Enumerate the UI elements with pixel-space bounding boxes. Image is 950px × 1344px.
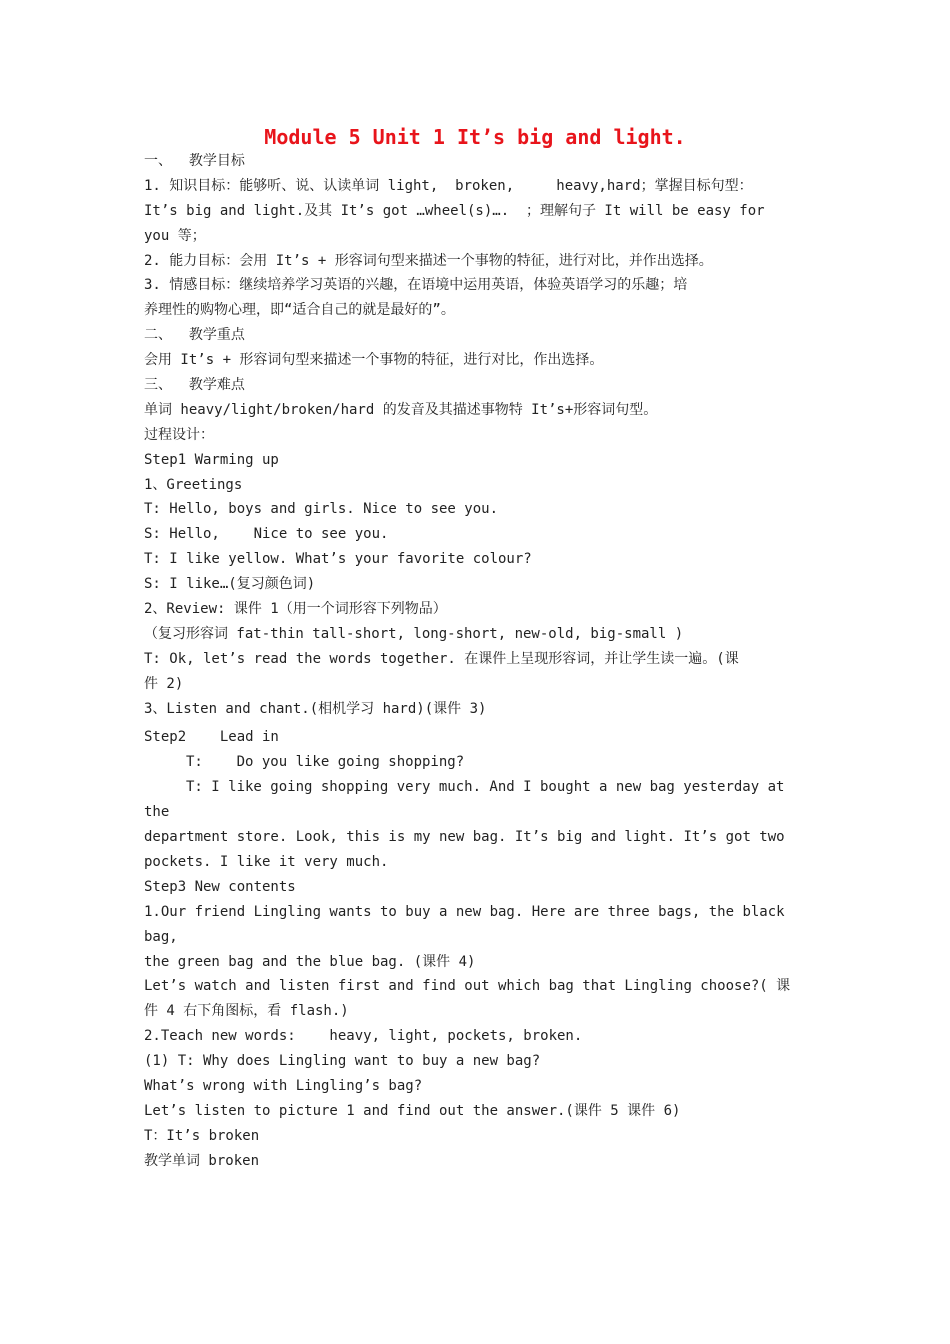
paragraph-line: 单词 heavy/light/broken/hard 的发音及其描述事物特 It’s+形容词句型。 xyxy=(144,401,658,418)
dialogue-line: S: Hello, Nice to see you. xyxy=(144,526,389,543)
paragraph-line: 2、Review: 课件 1（用一个词形容下列物品） xyxy=(144,601,447,618)
paragraph-line: department store. Look, this is my new bag. It’s big and light. It’s got two xyxy=(144,829,785,846)
paragraph-line: pockets. I like it very much. xyxy=(144,853,389,870)
paragraph-line: bag, xyxy=(144,928,178,945)
paragraph-line: （复习形容词 fat-thin tall-short, long-short, new-old, big-small ) xyxy=(144,625,684,642)
paragraph-line: 会用 It’s + 形容词句型来描述一个事物的特征，进行对比，作出选择。 xyxy=(144,352,604,369)
section-heading-key-points: 二、 教学重点 xyxy=(144,327,245,344)
dialogue-line: T：It’s broken xyxy=(144,1127,260,1144)
section-heading-objectives: 一、 教学目标 xyxy=(144,153,245,169)
dialogue-line: T: Do you like going shopping? xyxy=(186,754,465,771)
dialogue-line: (1) T: Why does Lingling want to buy a new bag? xyxy=(144,1053,541,1070)
paragraph-line: 1. 知识目标：能够听、说、认读单词 light, broken, heavy,hard；掌握目标句型： xyxy=(144,177,753,194)
paragraph-line: 教学单词 broken xyxy=(144,1152,260,1169)
dialogue-line: S: I like…(复习颜色词) xyxy=(144,576,316,593)
paragraph-line: 件 4 右下角图标，看 flash.) xyxy=(144,1003,349,1020)
paragraph-line: 2.Teach new words: heavy, light, pockets, broken. xyxy=(144,1028,583,1045)
dialogue-line: T: Ok, let’s read the words together. 在课件上呈现形容词，并让学生读一遍。(课 xyxy=(144,650,739,667)
step-heading: Step1 Warming up xyxy=(144,451,279,468)
paragraph-line: the green bag and the blue bag. (课件 4) xyxy=(144,953,476,970)
step-heading: Step2 Lead in xyxy=(144,729,279,746)
paragraph-line: Let’s watch and listen first and find out which bag that Lingling choose?( 课 xyxy=(144,978,791,995)
paragraph-line: It’s big and light.及其 It’s got …wheel(s)…. ；理解句子 It will be easy for xyxy=(144,202,765,219)
paragraph-line: What’s wrong with Lingling’s bag? xyxy=(144,1077,423,1094)
paragraph-line: 3. 情感目标：继续培养学习英语的兴趣，在语境中运用英语，体验英语学习的乐趣；培 xyxy=(144,277,688,294)
paragraph-line: 1.Our friend Lingling wants to buy a new bag. Here are three bags, the black xyxy=(144,903,785,920)
step-heading: Step3 New contents xyxy=(144,878,296,895)
dialogue-line: T: I like going shopping very much. And I bought a new bag yesterday at xyxy=(186,779,785,796)
paragraph-line: you 等； xyxy=(144,227,206,244)
document-title: Module 5 Unit 1 It’s big and light. xyxy=(264,125,686,149)
dialogue-line: T: Hello, boys and girls. Nice to see you. xyxy=(144,501,499,518)
paragraph-line: 1、Greetings xyxy=(144,476,243,493)
paragraph-line: 2. 能力目标：会用 It’s + 形容词句型来描述一个事物的特征，进行对比，并作出选择。 xyxy=(144,252,713,269)
paragraph-line: the xyxy=(144,804,170,821)
paragraph-line: 3、Listen and chant.(相机学习 hard)(课件 3) xyxy=(144,700,487,717)
paragraph-line: 件 2) xyxy=(144,675,184,692)
paragraph-line: 养理性的购物心理，即“适合自己的就是最好的”。 xyxy=(144,302,455,319)
process-heading: 过程设计： xyxy=(144,426,214,443)
paragraph-line: Let’s listen to picture 1 and find out the answer.(课件 5 课件 6) xyxy=(144,1102,681,1119)
document-body xyxy=(144,149,808,1174)
dialogue-line: T: I like yellow. What’s your favorite colour? xyxy=(144,551,532,568)
section-heading-difficulties: 三、 教学难点 xyxy=(144,377,245,394)
